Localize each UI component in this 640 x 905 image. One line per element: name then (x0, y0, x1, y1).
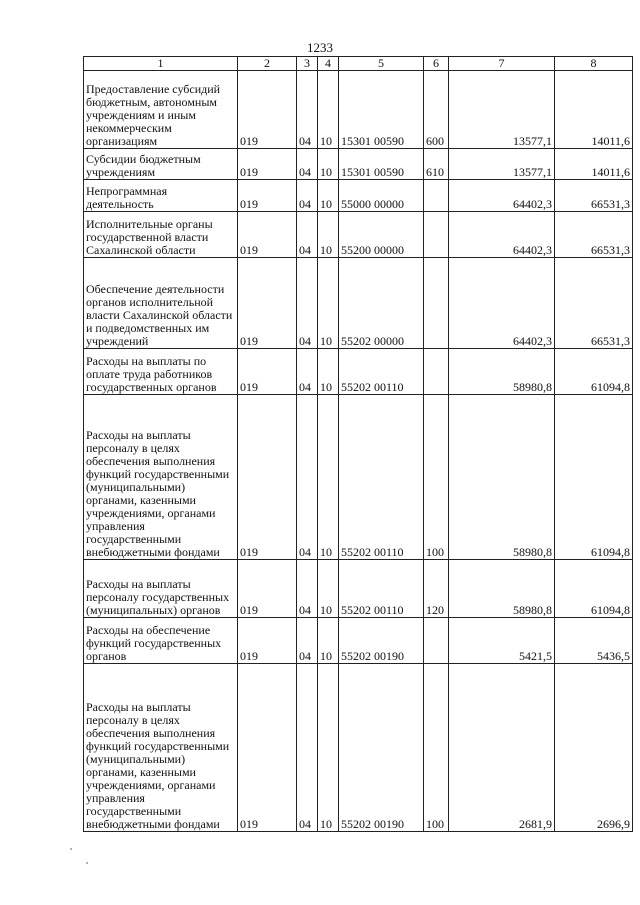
row-name: Расходы на выплаты персоналу государственных (муниципальных) органов (84, 560, 238, 618)
row-expense-type: 610 (424, 149, 449, 180)
row-ministry: 019 (238, 149, 297, 180)
row-sum-1: 2681,9 (449, 664, 555, 832)
row-expense-type (424, 212, 449, 258)
row-target: 55202 00190 (339, 618, 424, 664)
row-name: Обеспечение деятельности органов исполнительной власти Сахалинской области и подведомственных им учреждений (84, 258, 238, 349)
table-row (84, 560, 633, 618)
row-name: Расходы на обеспечение функций государственных органов (84, 618, 238, 664)
table-row (84, 212, 633, 258)
row-subsection: 10 (318, 149, 339, 180)
row-target: 55202 00110 (339, 395, 424, 560)
row-expense-type: 600 (424, 71, 449, 149)
row-sum-2: 66531,3 (555, 212, 633, 258)
row-subsection: 10 (318, 180, 339, 212)
table-row (84, 149, 633, 180)
row-ministry: 019 (238, 395, 297, 560)
row-subsection: 10 (318, 212, 339, 258)
row-sum-2: 2696,9 (555, 664, 633, 832)
scan-speck (86, 862, 88, 864)
row-subsection: 10 (318, 71, 339, 149)
row-section: 04 (297, 149, 318, 180)
header-col-1: 1 (84, 57, 238, 71)
row-section: 04 (297, 71, 318, 149)
header-row (84, 57, 633, 71)
row-expense-type (424, 180, 449, 212)
row-section: 04 (297, 349, 318, 395)
row-sum-2: 61094,8 (555, 395, 633, 560)
row-name: Расходы на выплаты персоналу в целях обеспечения выполнения функций государственными (муниципальными) органами, казенными учреждениями, органами управления государственными внебюджетными фондами (84, 664, 238, 832)
row-target: 55202 00110 (339, 349, 424, 395)
page-number: 1233 (307, 40, 333, 55)
row-ministry: 019 (238, 212, 297, 258)
row-section: 04 (297, 664, 318, 832)
row-expense-type: 100 (424, 395, 449, 560)
row-section: 04 (297, 212, 318, 258)
row-ministry: 019 (238, 258, 297, 349)
row-ministry: 019 (238, 560, 297, 618)
row-sum-2: 14011,6 (555, 71, 633, 149)
row-name: Субсидии бюджетным учреждениям (84, 149, 238, 180)
table-row (84, 349, 633, 395)
row-sum-1: 5421,5 (449, 618, 555, 664)
row-name: Расходы на выплаты по оплате труда работников государственных органов (84, 349, 238, 395)
row-sum-2: 61094,8 (555, 560, 633, 618)
table-row (84, 664, 633, 832)
row-name: Исполнительные органы государственной власти Сахалинской области (84, 212, 238, 258)
row-sum-2: 14011,6 (555, 149, 633, 180)
row-subsection: 10 (318, 664, 339, 832)
row-sum-2: 61094,8 (555, 349, 633, 395)
row-sum-1: 64402,3 (449, 180, 555, 212)
row-target: 55202 00190 (339, 664, 424, 832)
row-ministry: 019 (238, 664, 297, 832)
table-row (84, 71, 633, 149)
row-expense-type (424, 258, 449, 349)
row-sum-1: 13577,1 (449, 71, 555, 149)
header-col-7: 7 (449, 57, 555, 71)
table-row (84, 618, 633, 664)
row-sum-1: 64402,3 (449, 258, 555, 349)
row-sum-1: 58980,8 (449, 349, 555, 395)
table-row (84, 395, 633, 560)
row-section: 04 (297, 618, 318, 664)
row-ministry: 019 (238, 71, 297, 149)
scan-speck (70, 848, 72, 850)
row-expense-type (424, 349, 449, 395)
header-col-8: 8 (555, 57, 633, 71)
row-subsection: 10 (318, 258, 339, 349)
row-target: 55200 00000 (339, 212, 424, 258)
row-name: Предоставление субсидий бюджетным, автономным учреждениям и иным некоммерческим организациям (84, 71, 238, 149)
row-expense-type (424, 618, 449, 664)
row-ministry: 019 (238, 349, 297, 395)
row-name: Непрограммная деятельность (84, 180, 238, 212)
header-col-3: 3 (297, 57, 318, 71)
row-sum-2: 5436,5 (555, 618, 633, 664)
row-expense-type: 100 (424, 664, 449, 832)
row-section: 04 (297, 560, 318, 618)
row-ministry: 019 (238, 618, 297, 664)
row-sum-1: 13577,1 (449, 149, 555, 180)
row-subsection: 10 (318, 618, 339, 664)
row-sum-1: 58980,8 (449, 395, 555, 560)
row-target: 55202 00110 (339, 560, 424, 618)
budget-table (83, 56, 633, 832)
row-sum-1: 64402,3 (449, 212, 555, 258)
table-row (84, 180, 633, 212)
row-subsection: 10 (318, 349, 339, 395)
row-ministry: 019 (238, 180, 297, 212)
row-section: 04 (297, 258, 318, 349)
row-subsection: 10 (318, 560, 339, 618)
row-target: 55202 00000 (339, 258, 424, 349)
row-sum-2: 66531,3 (555, 180, 633, 212)
row-target: 15301 00590 (339, 149, 424, 180)
header-col-4: 4 (318, 57, 339, 71)
header-col-2: 2 (238, 57, 297, 71)
row-name: Расходы на выплаты персоналу в целях обеспечения выполнения функций государственными (муниципальными) органами, казенными учреждениями, органами управления государственными внебюджетными фондами (84, 395, 238, 560)
header-col-6: 6 (424, 57, 449, 71)
row-section: 04 (297, 395, 318, 560)
table-row (84, 258, 633, 349)
row-target: 55000 00000 (339, 180, 424, 212)
row-sum-1: 58980,8 (449, 560, 555, 618)
row-sum-2: 66531,3 (555, 258, 633, 349)
row-expense-type: 120 (424, 560, 449, 618)
row-subsection: 10 (318, 395, 339, 560)
row-section: 04 (297, 180, 318, 212)
header-col-5: 5 (339, 57, 424, 71)
row-target: 15301 00590 (339, 71, 424, 149)
